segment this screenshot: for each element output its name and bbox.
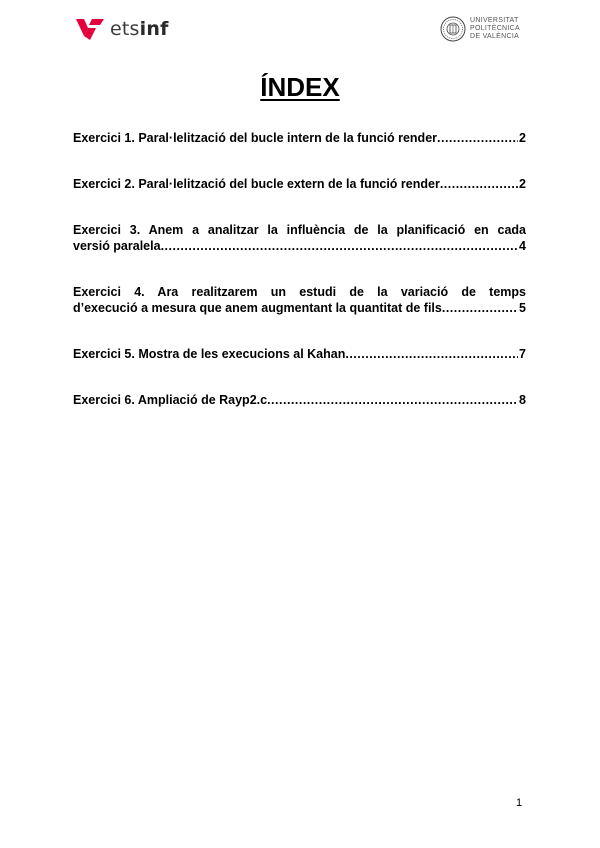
etsinf-v-logo-icon <box>74 16 106 42</box>
toc-leader-dots <box>161 238 518 254</box>
toc-leader-dots <box>442 300 518 316</box>
toc-entry-5[interactable] <box>73 346 526 362</box>
toc-entry-3[interactable] <box>73 222 526 254</box>
toc-page-number: 5 <box>519 301 526 315</box>
upv-logo-text: UNIVERSITAT POLITÈCNICA DE VALÈNCIA <box>470 17 520 40</box>
toc-entry-2[interactable] <box>73 176 526 192</box>
toc-page-number: 2 <box>519 177 526 191</box>
footer-page-number: 1 <box>516 797 523 809</box>
upv-logo <box>440 16 520 42</box>
toc-leader-dots <box>437 130 518 146</box>
toc-page-number: 7 <box>519 347 526 361</box>
toc-entry-1[interactable] <box>73 130 526 146</box>
toc-entry-line <box>73 130 526 146</box>
etsinf-logo <box>74 16 169 42</box>
toc-page-number: 8 <box>519 393 526 407</box>
toc-entry-text: Exercici 2. Paral·lelització del bucle extern de la funció render <box>73 177 440 191</box>
toc-entry-text: d’execució a mesura que anem augmentant la quantitat de fils <box>73 301 442 315</box>
toc-entry-text: Exercici 5. Mostra de les execucions al Kahan <box>73 347 346 361</box>
toc-entry-line <box>73 392 526 408</box>
page-title: ÍNDEX <box>260 72 340 102</box>
toc-leader-dots <box>345 346 518 362</box>
upv-seal-icon <box>440 16 466 42</box>
toc-entry-line <box>73 238 526 254</box>
toc-page-number: 4 <box>519 239 526 253</box>
toc-entry-6[interactable] <box>73 392 526 408</box>
toc-leader-dots <box>440 176 518 192</box>
etsinf-logo-text: etsinf <box>110 18 169 40</box>
toc-entry-line <box>73 346 526 362</box>
toc-entry-first-line: Exercici 4. Ara realitzarem un estudi de la variació de temps <box>73 285 526 299</box>
toc-entry-first-line: Exercici 3. Anem a analitzar la influència de la planificació en cada <box>73 223 526 237</box>
toc-page-number: 2 <box>519 131 526 145</box>
toc-entry-line <box>73 300 526 316</box>
toc-entry-text: versió paralela <box>73 239 161 253</box>
toc-entry-text: Exercici 6. Ampliació de Rayp2.c <box>73 393 268 407</box>
toc-entry-4[interactable] <box>73 284 526 316</box>
toc-entry-line <box>73 176 526 192</box>
toc-entry-text: Exercici 1. Paral·lelització del bucle intern de la funció render <box>73 131 438 145</box>
toc-leader-dots <box>267 392 518 408</box>
table-of-contents <box>73 130 526 438</box>
